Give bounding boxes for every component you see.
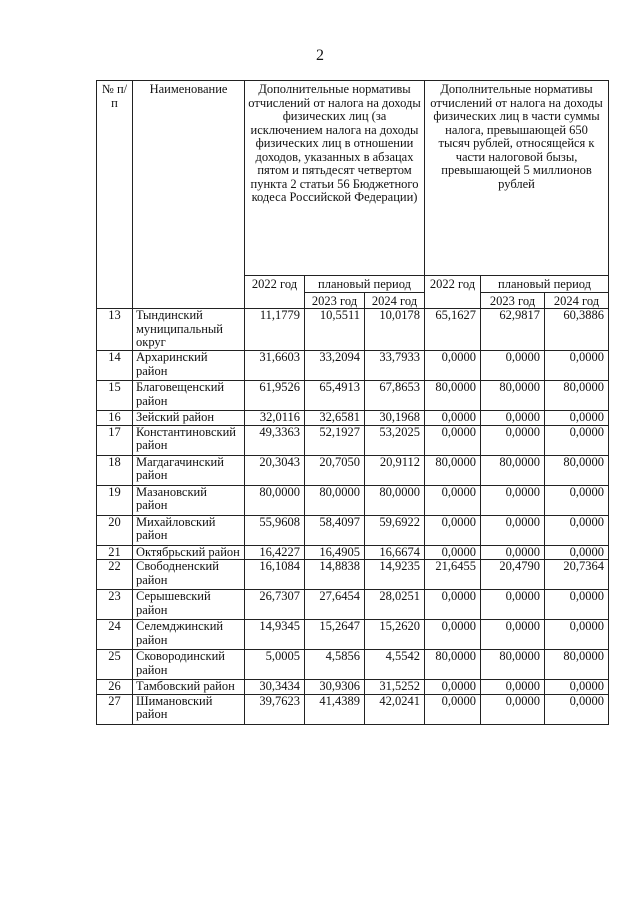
value-extra-2023: 20,4790 [481,560,545,590]
row-number: 22 [97,560,133,590]
table-row [97,545,609,560]
value-2024: 33,7933 [365,351,425,381]
value-2023: 41,4389 [305,694,365,724]
value-extra-2022: 0,0000 [425,411,481,426]
table-row [97,309,609,351]
header-g1-2023: 2023 год [305,292,365,309]
value-extra-2023: 80,0000 [481,381,545,411]
table-row [97,455,609,485]
row-name: Селемджинский район [133,620,245,650]
value-2023: 52,1927 [305,425,365,455]
value-2024: 15,2620 [365,620,425,650]
value-extra-2023: 80,0000 [481,455,545,485]
value-extra-2024: 0,0000 [545,694,609,724]
value-extra-2024: 0,0000 [545,680,609,695]
value-2022: 26,7307 [245,590,305,620]
value-extra-2024: 0,0000 [545,351,609,381]
value-extra-2022: 0,0000 [425,545,481,560]
value-2022: 14,9345 [245,620,305,650]
value-2024: 10,0178 [365,309,425,351]
value-2024: 80,0000 [365,485,425,515]
table-row [97,694,609,724]
row-name: Михайловский район [133,515,245,545]
value-2023: 15,2647 [305,620,365,650]
value-2024: 16,6674 [365,545,425,560]
header-g1-2022: 2022 год [245,276,305,309]
value-2022: 49,3363 [245,425,305,455]
value-2023: 14,8838 [305,560,365,590]
table-row [97,411,609,426]
value-extra-2022: 80,0000 [425,455,481,485]
table-row [97,425,609,455]
value-2024: 67,8653 [365,381,425,411]
row-name: Архаринский район [133,351,245,381]
value-extra-2024: 60,3886 [545,309,609,351]
value-2023: 33,2094 [305,351,365,381]
value-2022: 31,6603 [245,351,305,381]
value-extra-2022: 80,0000 [425,650,481,680]
header-name: Наименование [133,81,245,309]
value-extra-2023: 0,0000 [481,351,545,381]
norms-table [96,80,609,725]
row-name: Константиновский район [133,425,245,455]
header-no: № п/п [97,81,133,309]
row-number: 21 [97,545,133,560]
row-name: Шимановский район [133,694,245,724]
value-extra-2023: 0,0000 [481,515,545,545]
row-number: 19 [97,485,133,515]
row-name: Зейский район [133,411,245,426]
value-extra-2023: 80,0000 [481,650,545,680]
table-row [97,485,609,515]
value-2024: 31,5252 [365,680,425,695]
value-extra-2023: 62,9817 [481,309,545,351]
row-name: Серышевский район [133,590,245,620]
value-2022: 80,0000 [245,485,305,515]
table-row [97,351,609,381]
value-2023: 27,6454 [305,590,365,620]
value-extra-2022: 0,0000 [425,680,481,695]
value-extra-2022: 0,0000 [425,351,481,381]
row-number: 18 [97,455,133,485]
value-2022: 32,0116 [245,411,305,426]
row-number: 16 [97,411,133,426]
value-2023: 32,6581 [305,411,365,426]
value-extra-2024: 80,0000 [545,650,609,680]
value-extra-2024: 0,0000 [545,620,609,650]
row-number: 24 [97,620,133,650]
header-group2: Дополнительные нормативы отчислений от налога на доходы физических лиц в части суммы налога, превышающей 650 тысяч рублей, относящейся к части налоговой бызы, превышающей 5 миллионов рублей [425,81,609,276]
row-number: 14 [97,351,133,381]
value-2022: 16,4227 [245,545,305,560]
row-name: Октябрьский район [133,545,245,560]
value-2024: 42,0241 [365,694,425,724]
row-number: 25 [97,650,133,680]
header-g1-2024: 2024 год [365,292,425,309]
value-2024: 20,9112 [365,455,425,485]
value-extra-2024: 0,0000 [545,590,609,620]
header-g2-2023: 2023 год [481,292,545,309]
header-g1-plan: плановый период [305,276,425,293]
table-row [97,381,609,411]
table-row [97,515,609,545]
value-extra-2022: 0,0000 [425,694,481,724]
value-2024: 30,1968 [365,411,425,426]
value-extra-2022: 0,0000 [425,485,481,515]
header-g2-2022: 2022 год [425,276,481,309]
value-2024: 59,6922 [365,515,425,545]
value-extra-2024: 80,0000 [545,381,609,411]
value-extra-2022: 0,0000 [425,515,481,545]
header-group1: Дополнительные нормативы отчислений от налога на доходы физических лиц (за исключением налога на доходы физических лиц в отношении доходов, указанных в абзацах пятом и пятьдесят четвертом пункта 2 статьи 56 Бюджетного кодеса Российской Федерации) [245,81,425,276]
table-row [97,680,609,695]
value-extra-2022: 0,0000 [425,620,481,650]
value-extra-2024: 0,0000 [545,411,609,426]
value-extra-2022: 21,6455 [425,560,481,590]
value-extra-2024: 0,0000 [545,515,609,545]
header-row-1 [97,81,609,276]
table-row [97,560,609,590]
row-name: Тамбовский район [133,680,245,695]
value-2024: 14,9235 [365,560,425,590]
value-extra-2022: 65,1627 [425,309,481,351]
row-name: Благовещенский район [133,381,245,411]
value-extra-2024: 0,0000 [545,425,609,455]
header-g2-2024: 2024 год [545,292,609,309]
value-2023: 20,7050 [305,455,365,485]
value-2022: 5,0005 [245,650,305,680]
value-2022: 61,9526 [245,381,305,411]
value-2022: 20,3043 [245,455,305,485]
value-2023: 4,5856 [305,650,365,680]
value-extra-2023: 0,0000 [481,680,545,695]
table-row [97,650,609,680]
value-extra-2024: 80,0000 [545,455,609,485]
row-number: 27 [97,694,133,724]
value-extra-2022: 0,0000 [425,425,481,455]
row-number: 17 [97,425,133,455]
value-2023: 16,4905 [305,545,365,560]
header-g2-plan: плановый период [481,276,609,293]
row-name: Мазановский район [133,485,245,515]
value-2022: 11,1779 [245,309,305,351]
value-2022: 30,3434 [245,680,305,695]
value-extra-2023: 0,0000 [481,485,545,515]
value-extra-2023: 0,0000 [481,620,545,650]
value-extra-2024: 20,7364 [545,560,609,590]
row-number: 23 [97,590,133,620]
row-number: 15 [97,381,133,411]
row-name: Сковородинский район [133,650,245,680]
row-number: 26 [97,680,133,695]
page-number: 2 [316,47,324,64]
row-number: 20 [97,515,133,545]
value-2024: 28,0251 [365,590,425,620]
value-extra-2023: 0,0000 [481,694,545,724]
row-name: Тындинский муниципальный округ [133,309,245,351]
value-2022: 55,9608 [245,515,305,545]
value-extra-2023: 0,0000 [481,545,545,560]
value-extra-2022: 0,0000 [425,590,481,620]
row-name: Магдагачинский район [133,455,245,485]
value-extra-2023: 0,0000 [481,590,545,620]
value-2023: 10,5511 [305,309,365,351]
value-extra-2023: 0,0000 [481,425,545,455]
value-2023: 30,9306 [305,680,365,695]
value-extra-2024: 0,0000 [545,545,609,560]
value-2023: 58,4097 [305,515,365,545]
value-2023: 80,0000 [305,485,365,515]
value-extra-2022: 80,0000 [425,381,481,411]
row-name: Свободненский район [133,560,245,590]
value-2024: 53,2025 [365,425,425,455]
value-2022: 16,1084 [245,560,305,590]
value-2024: 4,5542 [365,650,425,680]
value-extra-2023: 0,0000 [481,411,545,426]
value-2023: 65,4913 [305,381,365,411]
table-row [97,620,609,650]
row-number: 13 [97,309,133,351]
value-2022: 39,7623 [245,694,305,724]
table-row [97,590,609,620]
value-extra-2024: 0,0000 [545,485,609,515]
